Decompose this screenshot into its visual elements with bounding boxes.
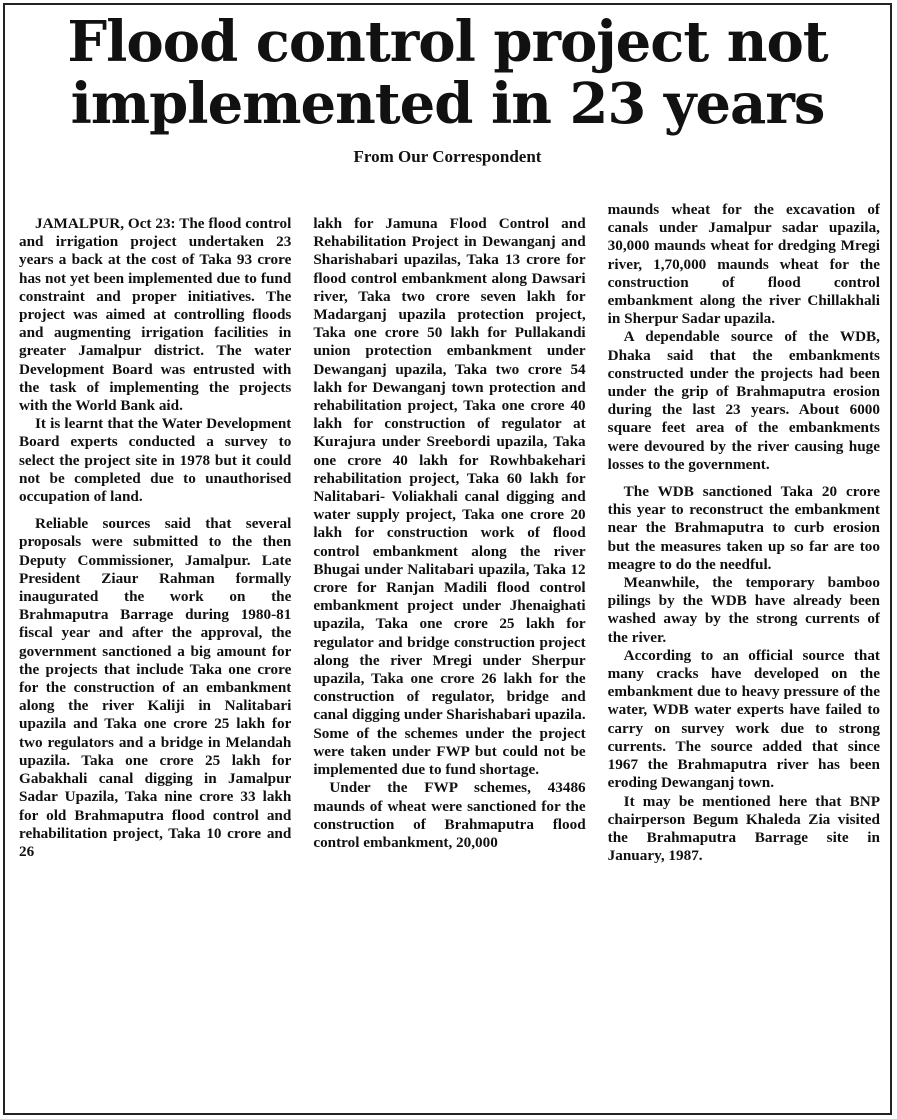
paragraph: maunds wheat for the excavation of canals under Jamalpur sadar upazila, 30,000 maunds wheat for dredging Mregi river, 1,70,000 maunds wheat for the construction of flood control embankment along the river Chillakhali in Sherpur Sadar upazila. — [607, 201, 880, 328]
paragraph: Under the FWP schemes, 43486 maunds of wheat were sanctioned for the construction of Brahmaputra flood control embankment, 20,000 — [313, 779, 586, 851]
paragraph: It may be mentioned here that BNP chairperson Begum Khaleda Zia visited the Brahmaputra Barrage site in January, 1987. — [607, 792, 880, 865]
article-frame — [3, 3, 892, 1115]
paragraph: lakh for Jamuna Flood Control and Rehabilitation Project in Dewanganj and Sharishabari upazilas, Taka 13 crore for flood control embankment along Dawsari river, Taka two crore seven lakh for Madarganj upazila protection project, Taka one crore 50 lakh for Pullakandi union protection embankment under Dewanganj upazila, Taka two crore 54 lakh for Dewanganj town protection and rehabilitation project, Taka one crore 40 lakh for construction of regulator at Kurajura under Sreebordi upazila, Taka one crore 40 lakh for Rowhbakehari rehabilitation project, Taka 60 lakh for Nalitabari- Voliakhali canal digging and water supply project, Taka one crore 20 lakh for construction work of flood control embankment along the river Bhugai under Nalitabari upazila, Taka 12 crore for Ranjan Madili flood control embankment project under Jhenaighati upazila, Taka one crore 25 lakh for regulator and bridge construction project along the river Mregi under Sherpur upazila, Taka one crore 26 lakh for the construction of regulator, bridge and canal digging under Sharishabari upazila. Some of the schemes under the project were taken under FWP but could not be implemented due to fund shortage. — [313, 215, 586, 779]
column-2 — [313, 215, 585, 1109]
column-1 — [19, 215, 291, 1109]
article-body — [19, 201, 880, 1109]
paragraph: Reliable sources said that several proposals were submitted to the then Deputy Commissioner, Jamalpur. Late President Ziaur Rahman formally inaugurated the work on the Brahmaputra Barrage during 1980-81 fiscal year and after the approval, the government sanctioned a big amount for the projects that include Taka one crore for the construction of an embankment along the river Kaliji in Nalitabari upazila and Taka one crore 25 lakh for two regulators and a bridge in Melandah upazila. Taka one crore 25 lakh for Gabakhali canal digging in Jamalpur Sadar Upazila, Taka nine crore 33 lakh for old Brahmaputra flood control and rehabilitation project, Taka 10 crore and 26 — [19, 515, 292, 860]
paragraph: A dependable source of the WDB, Dhaka said that the embankments constructed under the projects had been under the grip of Brahmaputra erosion during the last 23 years. About 6000 square feet area of the embankments were devoured by the river causing huge losses to the government. — [607, 328, 880, 473]
headline-line-1: Flood control project not — [67, 9, 828, 75]
paragraph: The WDB sanctioned Taka 20 crore this year to reconstruct the embankment near the Brahmaputra to curb erosion but the measures taken up so far are too meagre to do the needful. — [607, 483, 880, 573]
column-3 — [608, 201, 880, 1109]
byline: From Our Correspondent — [353, 147, 542, 166]
headline — [13, 11, 882, 135]
paragraph: Meanwhile, the temporary bamboo pilings by the WDB have already been washed away by the strong currents of the river. — [607, 574, 880, 646]
headline-line-2: implemented in 23 years — [70, 71, 825, 137]
paragraph: According to an official source that many cracks have developed on the embankment due to heavy pressure of the water, WDB water experts have failed to carry on survey work due to strong currents. The source added that since 1967 the Brahmaputra river has been eroding Dewanganj town. — [607, 646, 880, 792]
paragraph: JAMALPUR, Oct 23: The flood control and irrigation project undertaken 23 years a back at the cost of Taka 93 crore has not yet been implemented due to fund constraint and proper initiatives. The project was aimed at controlling floods and augmenting irrigation facilities in greater Jamalpur district. The water Development Board was entrusted with the task of implementing the projects with the World Bank aid. — [19, 215, 292, 415]
paragraph: It is learnt that the Water Development Board experts conducted a survey to select the project site in 1978 but it could not be completed due to unauthorised occupation of land. — [19, 415, 292, 506]
